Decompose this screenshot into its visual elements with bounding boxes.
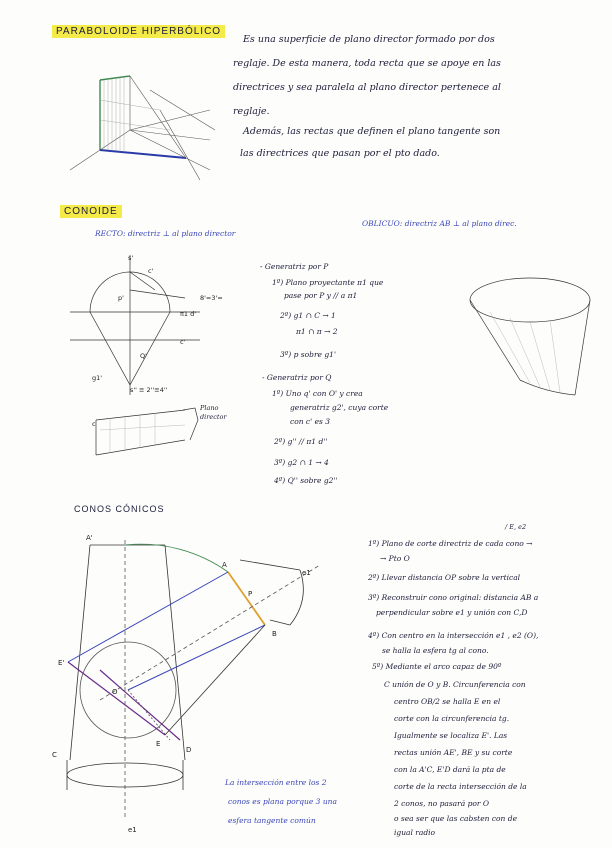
- step-line: 2º) g'' // π1 d'': [274, 437, 328, 446]
- note-line: esfera tangente común: [228, 816, 316, 825]
- step-line: 1º) Plano de corte directriz de cada cono →: [368, 539, 533, 548]
- section-title-conos: CONOS CÓNICOS: [74, 504, 165, 514]
- note-line: director: [200, 413, 227, 421]
- step-line: 3º) p sobre g1': [280, 350, 337, 359]
- step-line: corte de la recta intersección de la: [394, 782, 527, 791]
- label-B: B: [272, 630, 277, 638]
- label-s2: s'' ≡ 2''≡4'': [130, 386, 168, 394]
- step-line: 1º) Plano proyectante π1 que: [272, 278, 384, 287]
- step-line: centro OB/2 se halla E en el: [394, 697, 501, 706]
- label-e1-right: e1: [302, 569, 311, 577]
- label-c3: c: [92, 420, 96, 428]
- text-line: reglaje.: [233, 106, 270, 117]
- step-line: 3º) Reconstruir cono original: distancia AB a: [368, 593, 539, 602]
- label-E: E: [156, 740, 161, 748]
- text-line: reglaje. De esta manera, toda recta que se apoye en las: [233, 58, 501, 69]
- step-line: generatriz g2', cuya corte: [290, 403, 389, 412]
- label-e2-bottom: e1: [128, 826, 137, 834]
- step-line: con la A'C, E'D dará la pta de: [394, 765, 506, 774]
- step-line: π1 ∩ π → 2: [296, 327, 338, 336]
- section-title-conoide: CONOIDE: [60, 205, 122, 218]
- label-O: O: [112, 688, 118, 696]
- conoide-oblicuo-label: OBLICUO: directriz AB ⊥ al plano direc.: [362, 219, 517, 228]
- step-line: corte con la circunferencia tg.: [394, 714, 510, 723]
- label-E1: E': [58, 659, 65, 667]
- label-P: P: [248, 590, 253, 598]
- step-line: con c' es 3: [290, 417, 331, 426]
- text-line: directrices y sea paralela al plano director pertenece al: [233, 82, 501, 93]
- label-c2: c': [180, 338, 186, 346]
- label-A1: A': [86, 534, 93, 542]
- label-A: A: [222, 561, 227, 569]
- e-label: / E, e2: [505, 523, 527, 531]
- note-line: conos es plana porque 3 una: [228, 797, 337, 806]
- step-line: 5º) Mediante el arco capaz de 90º: [372, 662, 502, 671]
- step-line: - Generatriz por Q: [262, 373, 332, 382]
- label-C: C: [52, 751, 57, 759]
- label-D: D: [186, 746, 192, 754]
- step-line: 4º) Con centro en la intersección e1 , e2 (O),: [368, 631, 539, 640]
- label-c-top: c': [148, 267, 154, 275]
- note-line: La intersección entre los 2: [225, 778, 327, 787]
- step-line: o sea ser que las cabsten con de: [394, 814, 518, 823]
- text-line: Además, las rectas que definen el plano tangente son: [243, 126, 501, 137]
- step-line: perpendicular sobre e1 y unión con C,D: [376, 608, 528, 617]
- label-p-top: p': [118, 294, 124, 302]
- step-line: Igualmente se localiza E'. Las: [394, 731, 508, 740]
- step-line: → Pto O: [380, 554, 410, 563]
- step-line: 2º) Llevar distancia OP sobre la vertical: [368, 573, 521, 582]
- text-line: las directrices que pasan por el pto dado.: [240, 148, 440, 159]
- note-line: Plano: [200, 404, 219, 412]
- step-line: 2º) g1 ∩ C → 1: [280, 311, 336, 320]
- section-title-paraboloide: PARABOLOIDE HIPERBÓLICO: [52, 25, 225, 38]
- step-line: se halla la esfera tg al cono.: [382, 646, 489, 655]
- step-line: 3º) g2 ∩ 1 → 4: [274, 458, 329, 467]
- step-line: 1º) Uno q' con O' y crea: [272, 389, 363, 398]
- label-pi1d: π1 d': [180, 310, 197, 318]
- step-line: rectas unión AE', BE y su corte: [394, 748, 513, 757]
- step-line: C unión de O y B. Circunferencia con: [384, 680, 526, 689]
- label-s-top: s': [128, 254, 134, 262]
- step-line: pase por P y // a π1: [284, 291, 358, 300]
- step-line: 2 conos, no pasará por O: [394, 799, 490, 808]
- step-line: igual radio: [394, 828, 436, 837]
- step-line: 4º) Q'' sobre g2'': [274, 476, 338, 485]
- label-b1: 8'=3'=: [200, 294, 223, 302]
- text-line: Es una superficie de plano director formado por dos: [243, 34, 495, 45]
- conoide-recto-label: RECTO: directriz ⊥ al plano director: [95, 229, 236, 238]
- label-q: Q': [140, 352, 147, 360]
- step-line: - Generatriz por P: [260, 262, 329, 271]
- label-g1: g1': [92, 374, 103, 382]
